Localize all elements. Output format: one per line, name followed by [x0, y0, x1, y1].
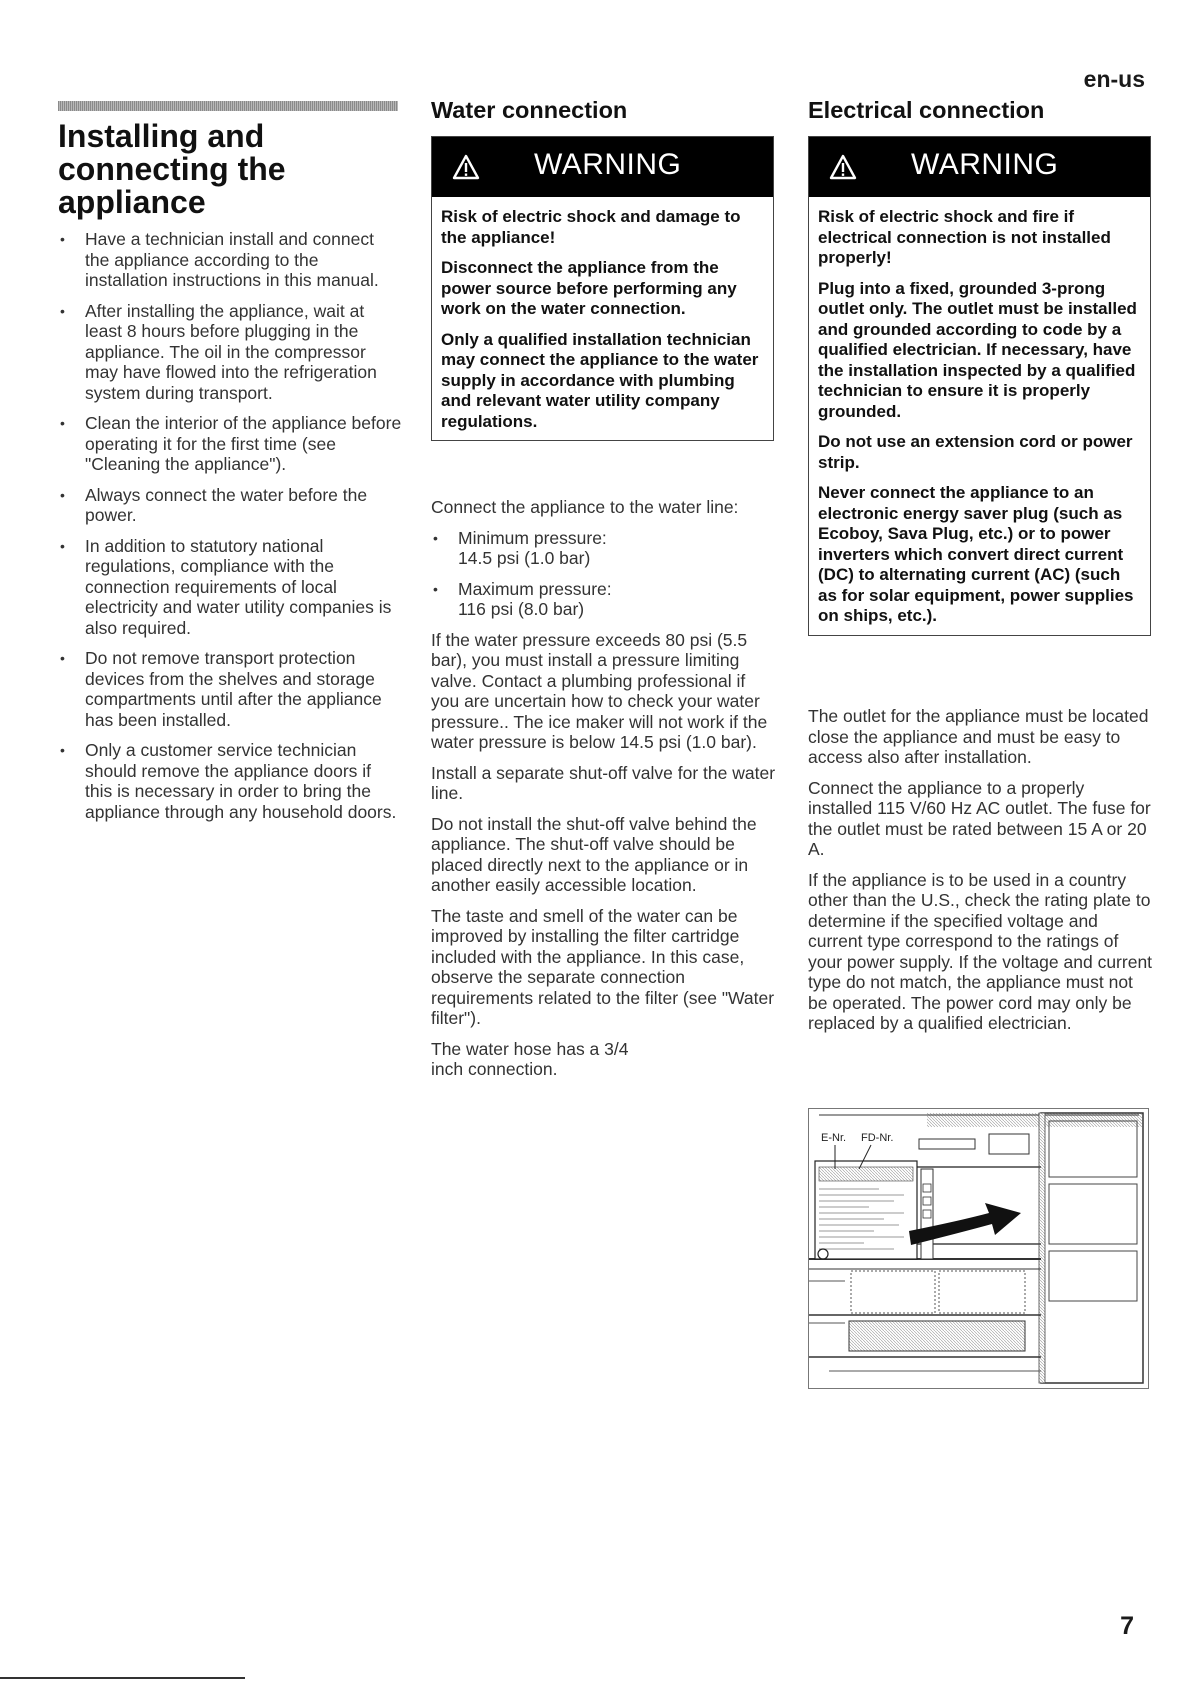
list-item: • Always connect the water before the power.: [58, 485, 403, 526]
language-code: en-us: [1083, 66, 1145, 92]
warning-line: Plug into a fixed, grounded 3-prong outlet only. The outlet must be installed and grounded according to code by a qualified electrician. If necessary, have the installation inspected by a qualified technician to ensure it is properly grounded.: [818, 278, 1137, 421]
list-item: • Clean the interior of the appliance before operating it for the first time (see "Cleaning the appliance").: [58, 413, 403, 475]
warning-triangle-icon: [829, 154, 857, 180]
fdnr-label: FD-Nr.: [861, 1132, 894, 1144]
warning-line: Risk of electric shock and damage to the appliance!: [441, 207, 741, 247]
warning-header: [809, 137, 1150, 197]
pressure-label: Maximum pressure:: [458, 578, 612, 599]
section-rule: [58, 101, 398, 111]
paragraph: Do not install the shut-off valve behind the appliance. The shut-off valve should be placed directly next to the appliance or in another easily accessible location.: [431, 813, 757, 895]
paragraph: The outlet for the appliance must be located close the appliance and must be easy to access also after installation.: [808, 706, 1149, 767]
enr-label: E-Nr.: [821, 1132, 847, 1144]
pressure-item: [431, 528, 776, 569]
list-item: • Only a customer service technician should remove the appliance doors if this is necessary in order to bring the appliance through any household doors.: [58, 740, 403, 822]
list-item: • In addition to statutory national regulations, compliance with the connection requirements of local electricity and water utility companies is also required.: [58, 536, 403, 639]
electrical-body: [808, 706, 1153, 1044]
list-item: • Do not remove transport protection devices from the shelves and storage compartments until after the appliance has been installed.: [58, 648, 403, 730]
paragraph: The taste and smell of the water can be improved by installing the filter cartridge included with the appliance. In this case, observe the separate connection requirements related to the filter (see "Water filter").: [431, 905, 775, 1028]
page-number: 7: [1120, 1612, 1134, 1640]
rating-plate-illustration: [808, 1108, 1149, 1389]
paragraph: Connect the appliance to a properly installed 115 V/60 Hz AC outlet. The fuse for the outlet must be rated between 15 A or 20 A.: [808, 777, 1151, 859]
warning-label: WARNING: [534, 148, 682, 181]
water-intro: Connect the appliance to the water line:: [431, 497, 739, 517]
installing-bullets: [58, 229, 403, 832]
warning-triangle-icon: [452, 154, 480, 180]
pressure-item: [431, 579, 776, 620]
water-body: [431, 497, 776, 1090]
electrical-warning-box: [808, 136, 1151, 636]
pressure-label: Minimum pressure:: [458, 527, 607, 548]
page-title: Installing and connecting the appliance: [58, 118, 286, 220]
refrigerator-interior-drawing: [809, 1109, 1148, 1388]
paragraph: If the water pressure exceeds 80 psi (5.5 bar), you must install a pressure limiting valve. Contact a plumbing professional if you are uncertain how to check your water pressure.. The ice maker will not work if the water pressure is below 14.5 psi (1.0 bar).: [431, 629, 768, 752]
electrical-title: Electrical connection: [808, 97, 1045, 123]
paragraph: The water hose has a 3/4 inch connection.: [431, 1038, 629, 1079]
paragraph: Install a separate shut-off valve for the water line.: [431, 762, 776, 803]
water-title: Water connection: [431, 97, 628, 123]
warning-line: Do not use an extension cord or power strip.: [818, 432, 1133, 472]
warning-line: Only a qualified installation technician may connect the appliance to the water supply in accordance with plumbing and relevant water utility company regulations.: [441, 329, 759, 431]
warning-line: Risk of electric shock and fire if electrical connection is not installed properly!: [818, 207, 1111, 267]
list-item: • After installing the appliance, wait at least 8 hours before plugging in the appliance. The oil in the compressor may have flowed into the refrigeration system during transport.: [58, 301, 403, 404]
pressure-value: 116 psi (8.0 bar): [458, 599, 585, 619]
warning-body: [809, 197, 1150, 635]
warning-header: [432, 137, 773, 197]
warning-body: [432, 197, 773, 440]
list-item: • Have a technician install and connect the appliance according to the installation instructions in this manual.: [58, 229, 403, 291]
footer-rule: [0, 1677, 245, 1679]
water-warning-box: [431, 136, 774, 441]
warning-line: Never connect the appliance to an electronic energy saver plug (such as Ecoboy, Sava Plug, etc.) or to power inverters which convert direct current (DC) to alternating current (AC) (such as for solar equipment, power supplies on ships, etc.).: [818, 483, 1134, 625]
warning-label: WARNING: [911, 148, 1059, 181]
pressure-list: [431, 528, 776, 620]
warning-line: Disconnect the appliance from the power source before performing any work on the water connection.: [441, 258, 737, 318]
pressure-value: 14.5 psi (1.0 bar): [458, 548, 591, 568]
paragraph: If the appliance is to be used in a country other than the U.S., check the rating plate to determine if the specified voltage and current type correspond to the ratings of your power supply. If the voltage and current type do not match, the appliance must not be operated. The power cord may only be replaced by a qualified electrician.: [808, 869, 1153, 1033]
